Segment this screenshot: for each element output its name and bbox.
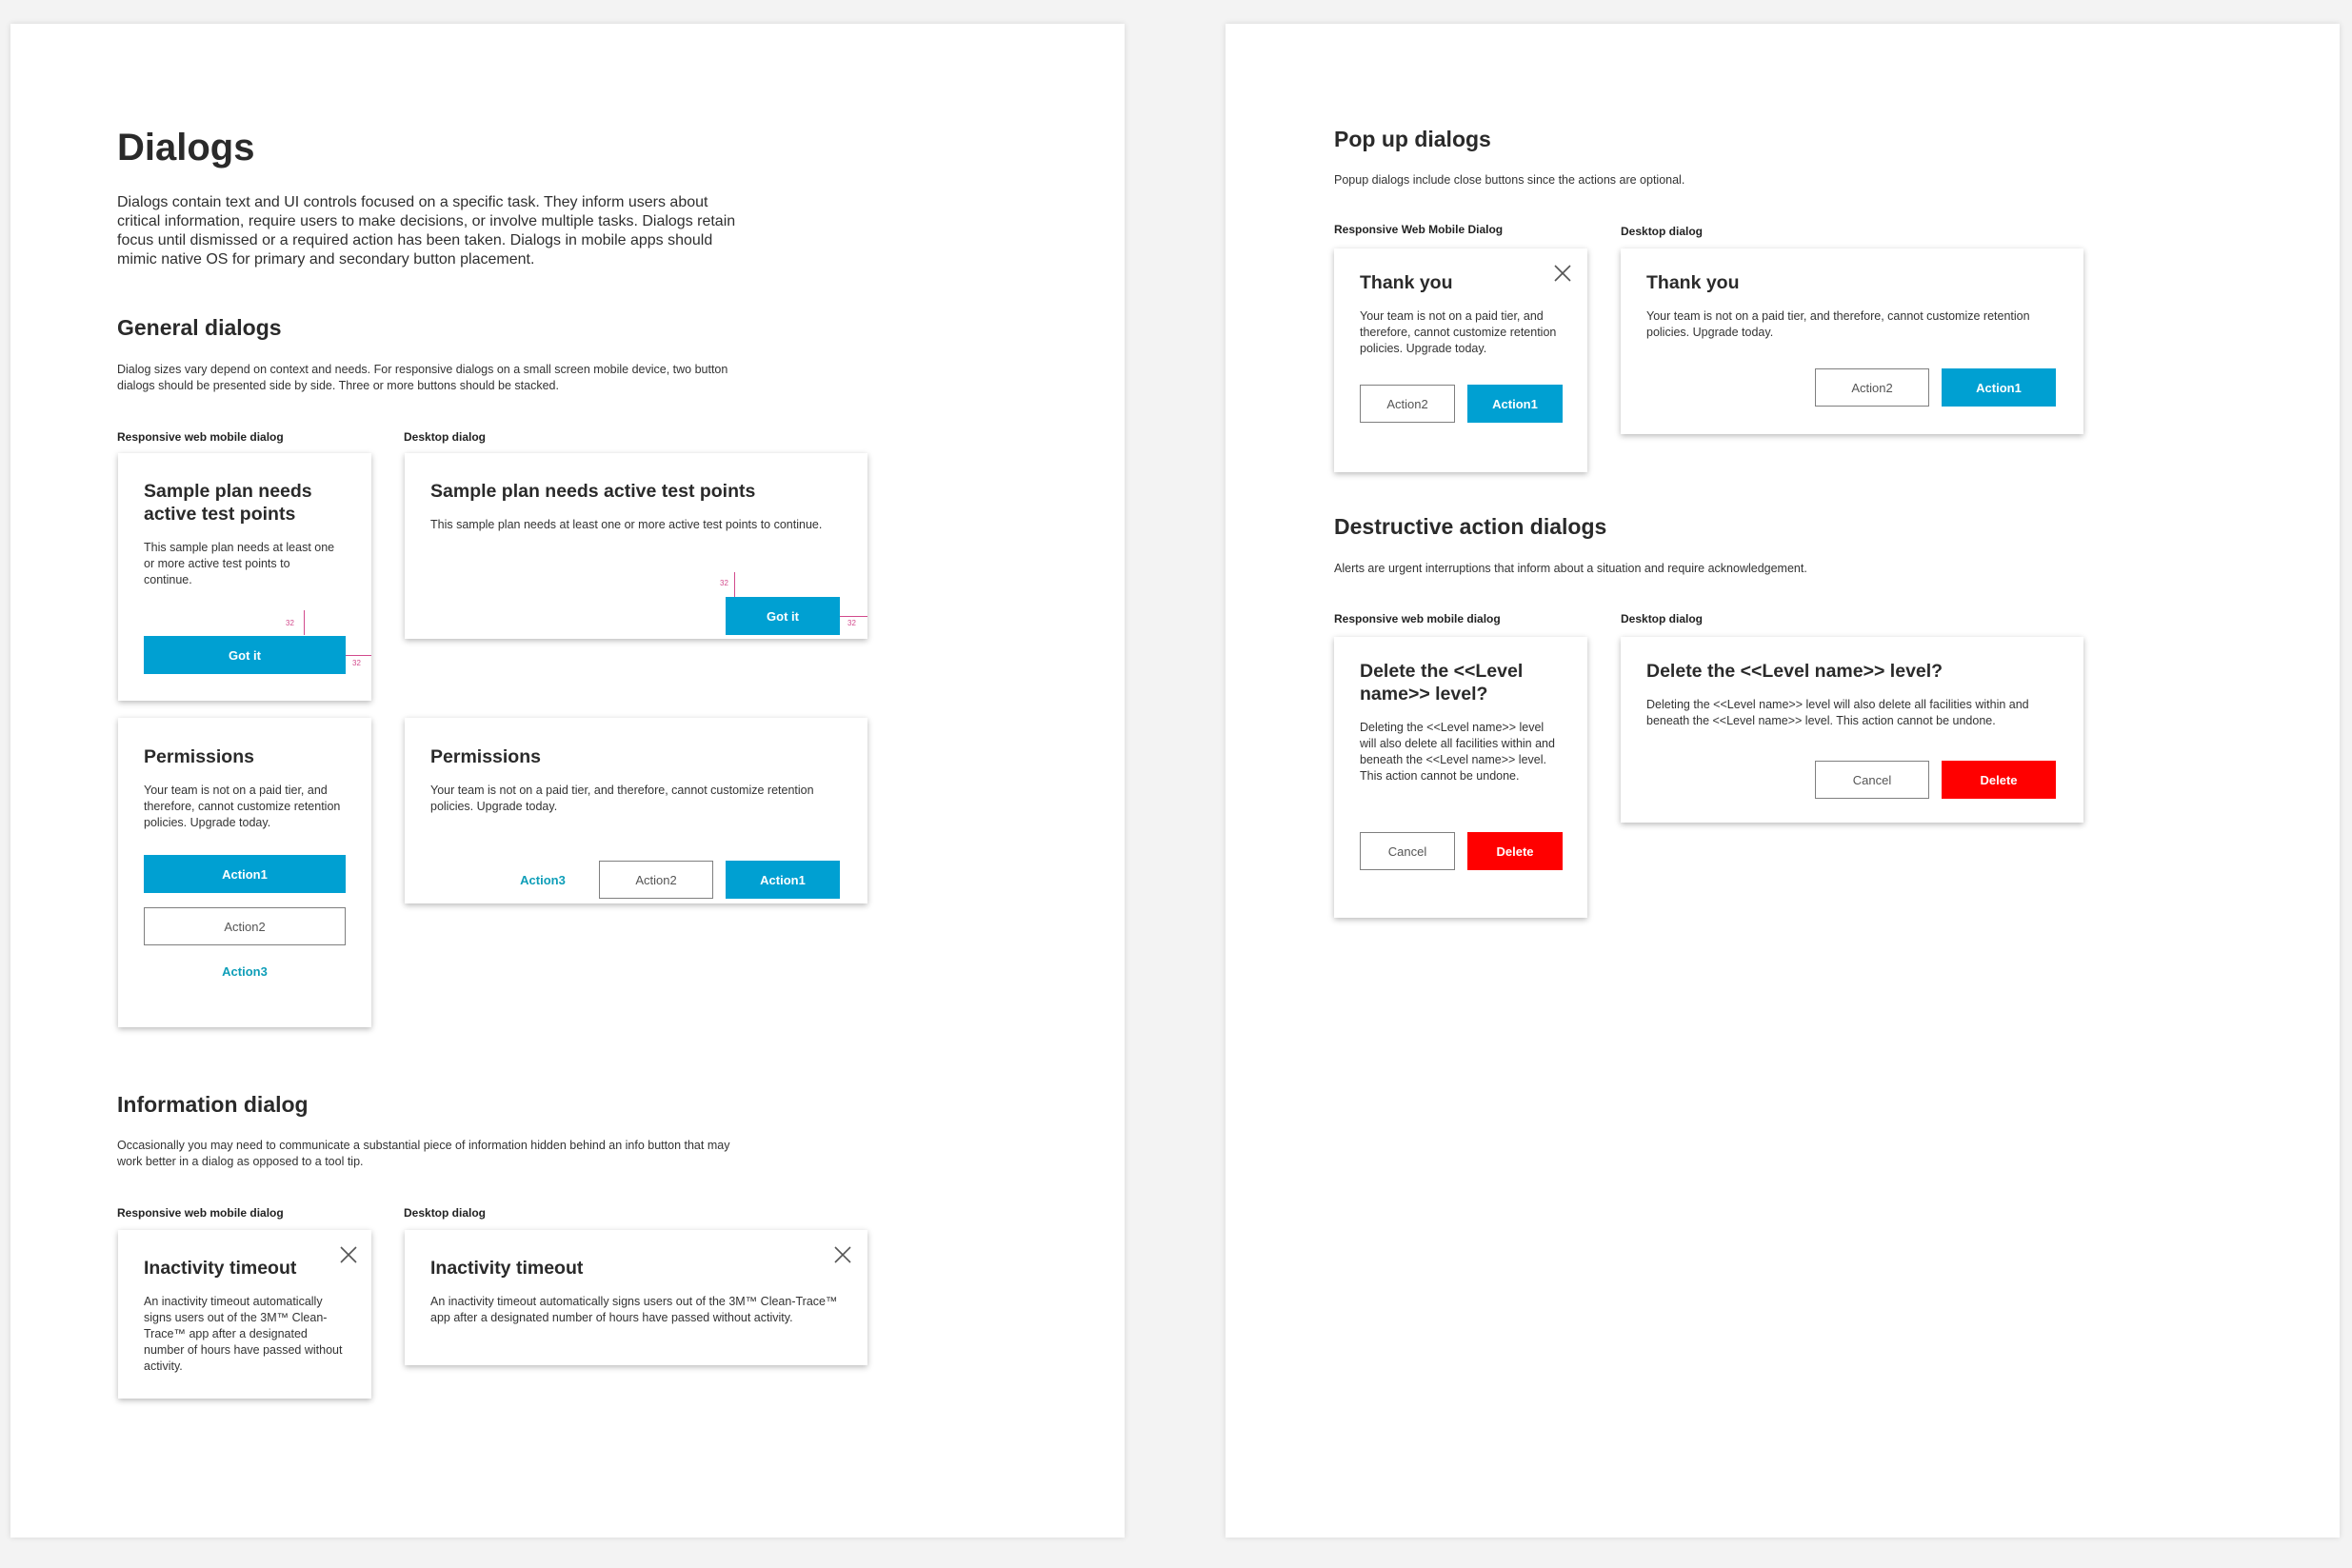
got-it-button[interactable]: Got it [726,597,840,635]
delete-button[interactable]: Delete [1942,761,2056,799]
page-title: Dialogs [117,127,255,169]
dialog-body: Deleting the <<Level name>> level will also delete all facilities within and beneath the <<Level name>> level. This action cannot be undone. [1646,698,2029,727]
mobile-sample-plan-dialog [118,453,371,701]
label-mobile-dialog: Responsive web mobile dialog [117,1206,284,1220]
destructive-dialogs-heading: Destructive action dialogs [1334,514,1607,539]
spacing-value: 32 [847,619,856,627]
mobile-destructive-dialog [1334,637,1587,918]
label-desktop-dialog: Desktop dialog [404,430,487,444]
dialog-title: Delete the <<Level name>> level? [1360,661,1524,705]
action2-button[interactable]: Action2 [1360,385,1455,423]
close-icon[interactable] [339,1245,358,1264]
label-desktop-dialog: Desktop dialog [1621,612,1704,625]
dialog-title: Sample plan needs active test points [144,481,312,525]
destructive-dialogs-desc: Alerts are urgent interruptions that inform about a situation and require acknowledgement. [1334,562,1807,575]
dialog-title: Sample plan needs active test points [430,481,756,502]
close-icon[interactable] [1553,264,1572,283]
right-page [1226,24,2340,1538]
desktop-destructive-dialog [1621,637,2083,823]
got-it-button[interactable]: Got it [144,636,346,674]
action1-button[interactable]: Action1 [1467,385,1563,423]
action3-link[interactable]: Action3 [222,963,268,979]
label-mobile-dialog: Responsive Web Mobile Dialog [1334,223,1504,236]
action1-button[interactable]: Action1 [144,855,346,893]
desktop-popup-dialog [1621,248,2083,434]
general-dialogs-desc: Dialog sizes vary depend on context and needs. For responsive dialogs on a small screen mobile device, two button dialogs should be presented side by side. Three or more buttons should be stacked. [117,363,728,392]
information-dialog-desc: Occasionally you may need to communicate a substantial piece of information hidden behind an info button that may work better in a dialog as opposed to a tool tip. [117,1139,730,1168]
popup-dialogs-desc: Popup dialogs include close buttons since the actions are optional. [1334,173,1685,187]
label-mobile-dialog: Responsive web mobile dialog [1334,612,1501,625]
spacing-redline [734,572,735,597]
spacing-value: 32 [286,619,294,627]
action1-button[interactable]: Action1 [1942,368,2056,407]
dialog-title: Thank you [1360,272,1453,293]
desktop-sample-plan-dialog [405,453,867,639]
dialog-title: Permissions [144,746,254,767]
dialog-body: Your team is not on a paid tier, and therefore, cannot customize retention policies. Upgrade today. [1360,309,1557,355]
action3-link[interactable]: Action3 [520,872,566,887]
label-mobile-dialog: Responsive web mobile dialog [117,430,284,444]
dialog-title: Thank you [1646,272,1740,293]
left-page [10,24,1125,1538]
action2-button[interactable]: Action2 [144,907,346,945]
dialog-body: Deleting the <<Level name>> level will also delete all facilities within and beneath the <<Level name>> level. This action cannot be undone. [1360,721,1555,783]
spacing-redline [304,610,305,635]
close-icon[interactable] [833,1245,852,1264]
popup-dialogs-heading: Pop up dialogs [1334,127,1491,151]
dialog-body: Your team is not on a paid tier, and therefore, cannot customize retention policies. Upgrade today. [1646,309,2030,339]
mobile-permissions-dialog [118,718,371,1027]
dialog-title: Inactivity timeout [430,1258,584,1279]
information-dialog-heading: Information dialog [117,1092,309,1117]
dialog-title: Inactivity timeout [144,1258,297,1279]
dialog-body: Your team is not on a paid tier, and therefore, cannot customize retention policies. Upgrade today. [430,784,814,813]
desktop-info-dialog [405,1230,867,1365]
dialog-body: An inactivity timeout automatically signs users out of the 3M™ Clean-Trace™ app after a designated number of hours have passed without activity. [144,1295,343,1373]
dialog-body: An inactivity timeout automatically signs users out of the 3M™ Clean-Trace™ app after a designated number of hours have passed without activity. [430,1295,838,1324]
spacing-redline [346,655,371,656]
action2-button[interactable]: Action2 [599,861,713,899]
delete-button[interactable]: Delete [1467,832,1563,870]
dialog-body: Your team is not on a paid tier, and therefore, cannot customize retention policies. Upgrade today. [144,784,341,829]
intro-text: Dialogs contain text and UI controls focused on a specific task. They inform users about critical information, require users to make decisions, or involve multiple tasks. Dialogs retain focus until dismissed or a required action has been taken. Dialogs in mobile apps should mimic native OS for primary and secondary button placement. [117,194,736,268]
label-desktop-dialog: Desktop dialog [404,1206,487,1220]
cancel-button[interactable]: Cancel [1815,761,1929,799]
general-dialogs-heading: General dialogs [117,315,282,340]
dialog-body: This sample plan needs at least one or more active test points to continue. [144,541,335,586]
action2-button[interactable]: Action2 [1815,368,1929,407]
spacing-value: 32 [720,579,728,587]
action1-button[interactable]: Action1 [726,861,840,899]
desktop-permissions-dialog [405,718,867,903]
mobile-info-dialog [118,1230,371,1399]
dialog-body: This sample plan needs at least one or more active test points to continue. [430,518,823,531]
mobile-popup-dialog [1334,248,1587,472]
label-desktop-dialog: Desktop dialog [1621,225,1704,238]
dialog-title: Permissions [430,746,541,767]
cancel-button[interactable]: Cancel [1360,832,1455,870]
spacing-redline [840,616,867,617]
dialog-title: Delete the <<Level name>> level? [1646,661,1943,682]
spacing-value: 32 [352,659,361,667]
